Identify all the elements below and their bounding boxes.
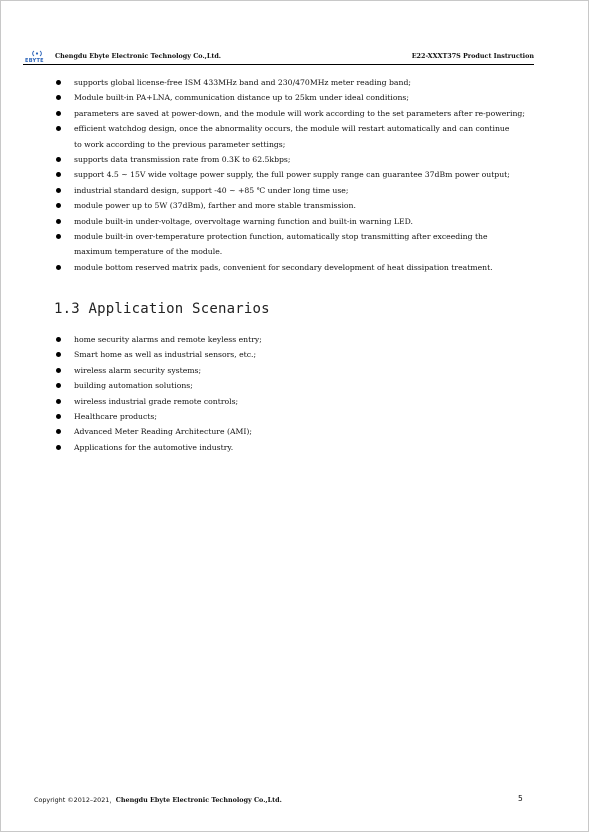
bullet-icon bbox=[56, 95, 61, 100]
list-item: Module built-in PA+LNA, communication distance up to 25km under ideal conditions; bbox=[56, 90, 538, 105]
bullet-icon bbox=[56, 383, 61, 388]
bullet-icon bbox=[56, 234, 61, 239]
list-item: module power up to 5W (37dBm), farther and more stable transmission. bbox=[56, 198, 538, 213]
bullet-icon bbox=[56, 445, 61, 450]
page-footer bbox=[34, 795, 282, 804]
list-item: support 4.5 ~ 15V wide voltage power supply, the full power supply range can guarantee 37dBm power output; bbox=[56, 167, 538, 182]
list-item: Applications for the automotive industry. bbox=[56, 440, 538, 455]
list-item: supports global license-free ISM 433MHz band and 230/470MHz meter reading band; bbox=[56, 75, 538, 90]
bullet-icon bbox=[56, 414, 61, 419]
list-item: Healthcare products; bbox=[56, 409, 538, 424]
logo-wordmark: EBYTE bbox=[25, 58, 44, 64]
bullet-icon bbox=[56, 157, 61, 162]
ebyte-logo bbox=[25, 50, 49, 63]
bullet-icon bbox=[56, 188, 61, 193]
bullet-icon bbox=[56, 352, 61, 357]
list-item: module bottom reserved matrix pads, convenient for secondary development of heat dissipation treatment. bbox=[56, 260, 538, 275]
list-item: industrial standard design, support -40 ~ +85 ℃ under long time use; bbox=[56, 183, 538, 198]
page-number: 5 bbox=[518, 794, 523, 803]
list-item: Advanced Meter Reading Architecture (AMI); bbox=[56, 424, 538, 439]
signal-waves-icon bbox=[32, 50, 42, 58]
footer-copyright: Copyright ©2012–2021， bbox=[34, 796, 116, 804]
application-list bbox=[56, 332, 538, 455]
header-document-title: E22-XXXT37S Product Instruction bbox=[411, 52, 534, 60]
bullet-icon bbox=[56, 80, 61, 85]
list-item: module built-in under-voltage, overvoltage warning function and built-in warning LED. bbox=[56, 214, 538, 229]
bullet-icon bbox=[56, 172, 61, 177]
footer-company-name: Chengdu Ebyte Electronic Technology Co.,Ltd. bbox=[115, 796, 282, 804]
bullet-icon bbox=[56, 219, 61, 224]
list-item: module built-in over-temperature protection function, automatically stop transmitting after exceeding the maximum temperature of the module. bbox=[56, 229, 538, 260]
bullet-icon bbox=[56, 368, 61, 373]
page-header bbox=[23, 49, 534, 65]
bullet-icon bbox=[56, 399, 61, 404]
bullet-icon bbox=[56, 203, 61, 208]
list-item: supports data transmission rate from 0.3K to 62.5kbps; bbox=[56, 152, 538, 167]
list-item: Smart home as well as industrial sensors, etc.; bbox=[56, 347, 538, 362]
bullet-icon bbox=[56, 126, 61, 131]
list-item: wireless industrial grade remote controls; bbox=[56, 394, 538, 409]
feature-list bbox=[56, 75, 538, 275]
list-item: home security alarms and remote keyless entry; bbox=[56, 332, 538, 347]
header-company-name: Chengdu Ebyte Electronic Technology Co.,Ltd. bbox=[55, 52, 222, 60]
list-item: building automation solutions; bbox=[56, 378, 538, 393]
bullet-icon bbox=[56, 111, 61, 116]
bullet-icon bbox=[56, 429, 61, 434]
list-item: parameters are saved at power-down, and the module will work according to the set parameters after re-powering; bbox=[56, 106, 538, 121]
section-heading: 1.3 Application Scenarios bbox=[54, 301, 270, 317]
bullet-icon bbox=[56, 265, 61, 270]
list-item: efficient watchdog design, once the abnormality occurs, the module will restart automatically and can continue to work according to the previous parameter settings; bbox=[56, 121, 538, 152]
bullet-icon bbox=[56, 337, 61, 342]
list-item: wireless alarm security systems; bbox=[56, 363, 538, 378]
